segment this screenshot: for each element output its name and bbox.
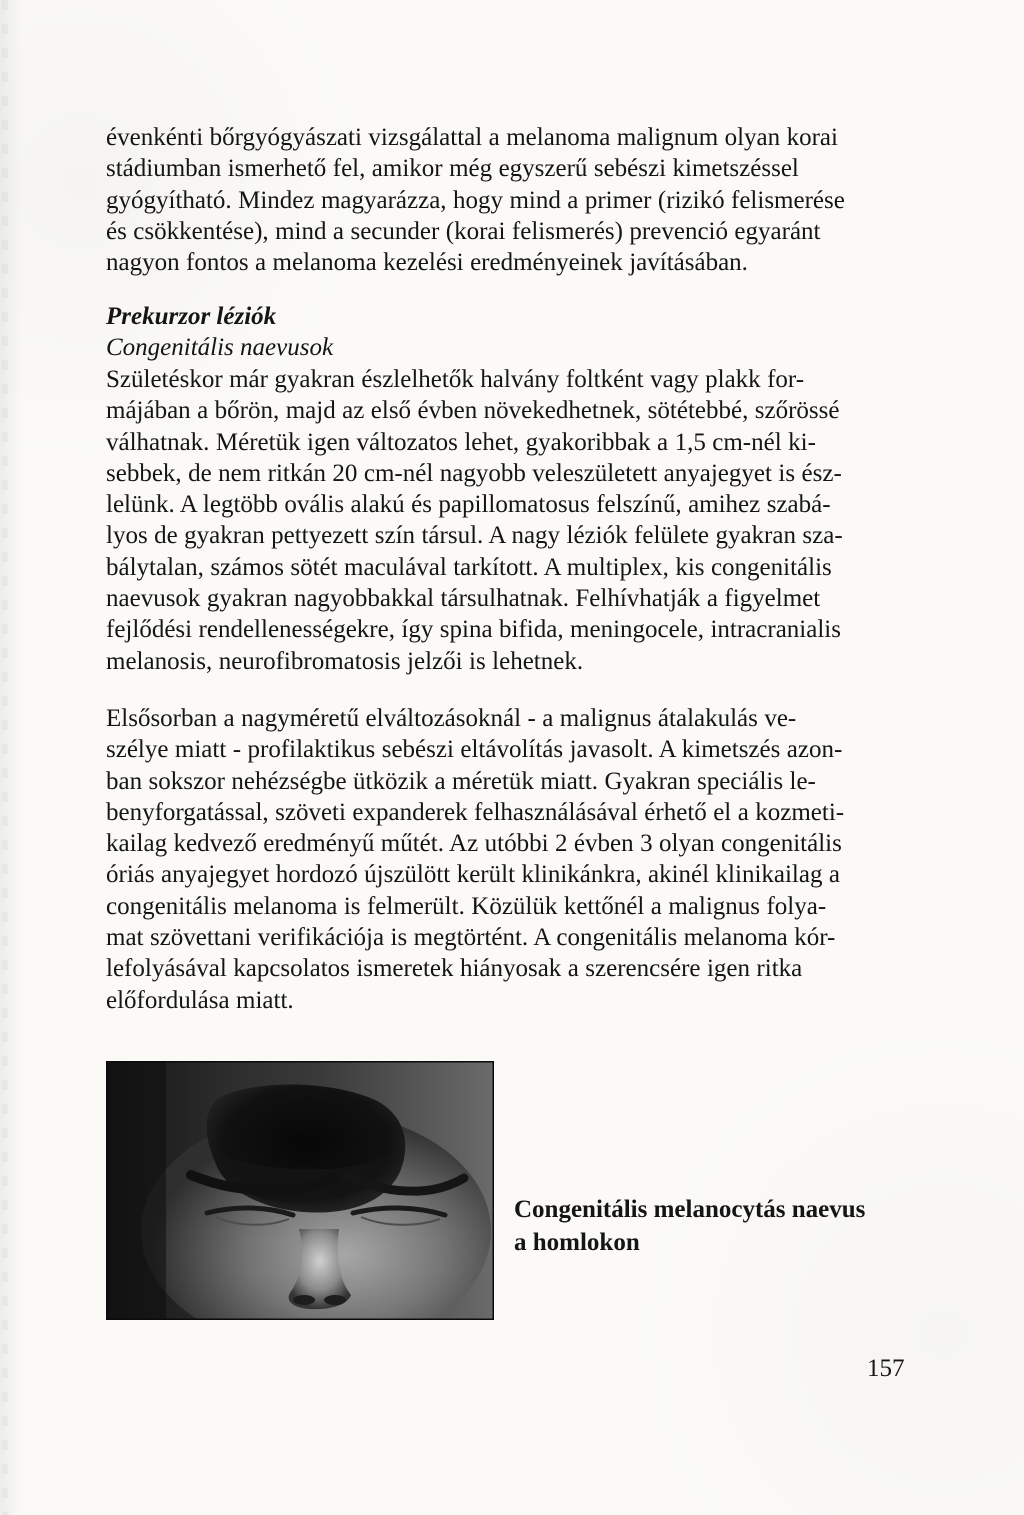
opening-paragraph <box>106 122 906 278</box>
management-line-5: kailag kedvező eredményű műtét. Az utóbbi 2 évben 3 olyan congenitális <box>106 830 842 858</box>
forehead-naevus-image <box>106 1061 494 1320</box>
congenital-line-7: bálytalan, számos sötét maculával tarkított. A multiplex, kis congenitális <box>106 553 832 581</box>
opening-line-2: stádiumban ismerhető fel, amikor még egyszerű sebészi kimetszéssel <box>106 155 799 183</box>
management-line-9: lefolyásával kapcsolatos ismeretek hiányosak a szerencsére igen ritka <box>106 955 803 983</box>
scan-edge <box>0 0 22 1515</box>
opening-line-1: évenkénti bőrgyógyászati vizsgálattal a melanoma malignum olyan korai <box>106 124 838 151</box>
page-number: 157 <box>867 1355 905 1382</box>
figure-caption <box>514 1193 904 1259</box>
congenital-line-6: lyos de gyakran pettyezett szín társul. A nagy léziók felülete gyakran sza- <box>106 522 843 550</box>
congenital-naevus-paragraph <box>106 364 906 677</box>
congenital-line-4: sebbek, de nem ritkán 20 cm-nél nagyobb veleszületett anyajegyet is ész- <box>106 459 842 487</box>
congenital-line-8: naevusok gyakran nagyobbakkal társulhatnak. Felhívhatják a figyelmet <box>106 585 821 613</box>
opening-line-4: és csökkentése), mind a secunder (korai felismerés) prevenció egyaránt <box>106 217 821 245</box>
congenital-line-10: melanosis, neurofibromatosis jelzői is lehetnek. <box>106 647 584 675</box>
management-line-4: benyforgatással, szöveti expanderek felhasználásával érhető el a kozmeti- <box>106 798 845 826</box>
congenital-line-9: fejlődési rendellenességekre, így spina bifida, meningocele, intracranialis <box>106 616 841 644</box>
congenital-line-2: májában a bőrön, majd az első évben növekedhetnek, sötétebbé, szőrössé <box>106 397 840 425</box>
medical-photo <box>106 1061 494 1320</box>
management-line-8: mat szövettani verifikációja is megtörtént. A congenitális melanoma kór- <box>106 924 836 952</box>
congenital-line-5: lelünk. A legtöbb ovális alakú és papillomatosus felszínű, amihez szabá- <box>106 491 831 519</box>
congenital-line-3: válhatnak. Méretük igen változatos lehet, gyakoribbak a 1,5 cm-nél ki- <box>106 428 816 456</box>
section-title: Prekurzor léziók <box>106 303 277 330</box>
management-paragraph <box>106 703 906 1016</box>
caption-line-1: Congenitális melanocytás naevus <box>514 1196 866 1223</box>
caption-line-2: a homlokon <box>514 1229 640 1256</box>
subsection-title: Congenitális naevusok <box>106 334 334 361</box>
opening-line-5: nagyon fontos a melanoma kezelési eredményeinek javításában. <box>106 249 748 277</box>
management-line-3: ban sokszor nehézségbe ütközik a méretük miatt. Gyakran speciális le- <box>106 767 816 795</box>
congenital-line-1: Születéskor már gyakran észlelhetők halvány foltként vagy plakk for- <box>106 366 805 393</box>
management-line-10: előfordulása miatt. <box>106 986 294 1014</box>
management-line-2: szélye miatt - profilaktikus sebészi eltávolítás javasolt. A kimetszés azon- <box>106 736 843 764</box>
management-line-7: congenitális melanoma is felmerült. Közülük kettőnél a malignus folya- <box>106 892 827 920</box>
opening-line-3: gyógyítható. Mindez magyarázza, hogy mind a primer (rizikó felismerése <box>106 186 845 214</box>
management-line-6: óriás anyajegyet hordozó újszülött került klinikánkra, akinél klinikailag a <box>106 861 841 889</box>
management-line-1: Elsősorban a nagyméretű elváltozásoknál - a malignus átalakulás ve- <box>106 705 797 732</box>
